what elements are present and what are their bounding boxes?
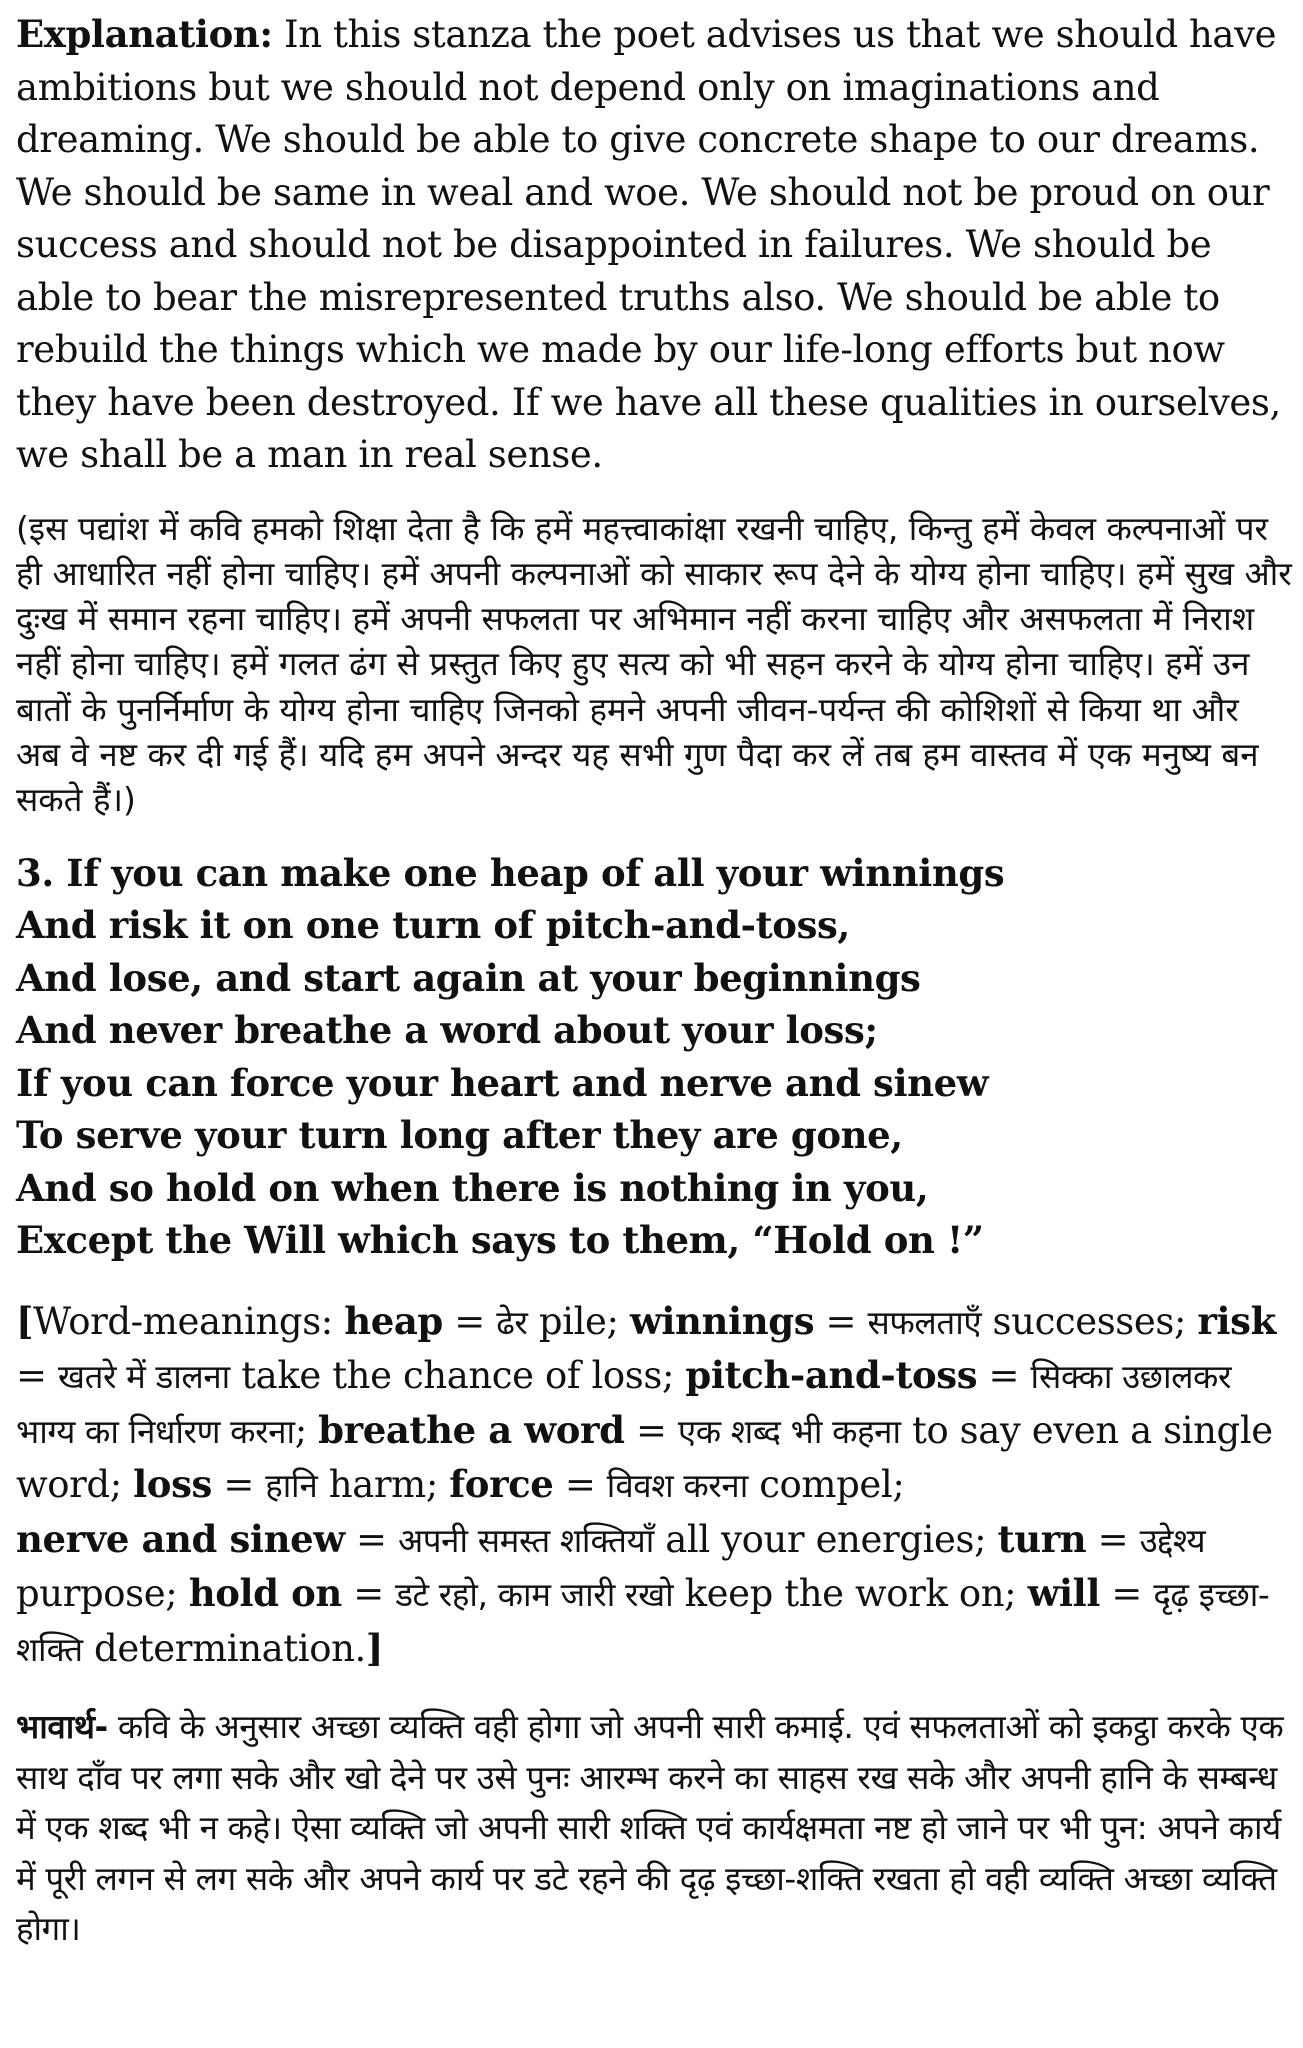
word-meaning-hindi: खतरे में डालना [57,1357,230,1397]
bhavarth-paragraph [16,1702,1292,1955]
explanation-label: Explanation: [16,12,273,56]
word-meaning-english: to say even a single word; [16,1408,1273,1507]
explanation-text: In this stanza the poet advises us that we should have ambitions but we should not depend only on imaginations and dreaming. We should be able to give concrete shape to our dreams. We should be same in weal and woe. We should not be proud on our success and should not be disappointed in failures. We should be able to bear the misrepresented truths also. We should be able to rebuild the things which we made by our life-long efforts but now they have been destroyed. If we have all these qualities in ourselves, we shall be a man in real sense. [16,13,1281,476]
word-meaning-hindi: अपनी समस्त शक्तियाँ [398,1520,654,1560]
word-meaning-hindi: एक शब्द भी कहना [677,1411,901,1451]
word-meaning-entry [449,1463,904,1506]
explanation-paragraph [16,8,1292,482]
stanza-line: And so hold on when there is nothing in you, [16,1165,929,1210]
word-meaning-term: breathe a word [318,1407,625,1452]
word-meaning-equals: = [442,1299,497,1343]
stanza-line: Except the Will which says to them, “Hold on !” [16,1218,984,1263]
bhavarth-text: कवि के अनुसार अच्छा व्यक्ति वही होगा जो अपनी सारी कमाई. एवं सफलताओं को इकट्ठा करके एक साथ दाँव पर लगा सके और खो देने पर उसे पुनः आरम्भ करने का साहस रख सके और अपनी हानि के सम्बन्ध में एक शब्द भी न कहे। ऐसा व्यक्ति जो अपनी सारी शक्ति एवं कार्यक्षमता नष्ट हो जाने पर भी पुन: अपने कार्य में पूरी लगन से लग सके और अपने कार्य पर डटे रहने की दृढ़ इच्छा-शक्ति रखता हो वही व्यक्ति अच्छा व्यक्ति होगा। [16,1707,1284,1949]
word-meaning-equals: = [814,1299,868,1343]
word-meaning-english: all your energies; [653,1517,998,1561]
stanza-line: And never breathe a word about your loss; [16,1008,878,1053]
word-meaning-equals: = [624,1408,678,1452]
word-meaning-equals: = [341,1572,396,1616]
word-meaning-entry [133,1463,449,1506]
word-meaning-english: pile; [527,1299,630,1343]
word-meaning-entry [344,1300,630,1343]
word-meaning-equals: = [977,1354,1031,1398]
word-meaning-english: harm; [317,1463,450,1507]
word-meaning-term: heap [344,1298,443,1343]
word-meaning-hindi: सिक्का उछालकर भाग्य का निर्धारण करना [16,1357,1232,1451]
word-meaning-hindi: दृढ़ इच्छा-शक्ति [16,1575,1270,1669]
word-meaning-term: winnings [629,1298,815,1343]
word-meaning-english: ; [294,1408,319,1452]
stanza-line: To serve your turn long after they are gone, [16,1113,903,1158]
stanza-line: And risk it on one turn of pitch-and-toss, [16,903,850,948]
word-meaning-hindi: डटे रहो, काम जारी रखो [395,1575,674,1615]
word-meaning-term: pitch-and-toss [685,1353,978,1398]
word-meaning-english: keep the work on; [673,1572,1028,1616]
poem-stanza [16,847,1292,1267]
word-meaning-term: turn [997,1516,1087,1561]
word-meanings-open-bracket: [ [16,1298,34,1343]
word-meaning-english: successes; [981,1299,1198,1343]
word-meaning-english: take the chance of loss; [229,1354,686,1398]
word-meaning-hindi: उद्देश्य [1139,1520,1206,1560]
word-meaning-entry [16,1518,998,1561]
word-meanings-paragraph [16,1295,1292,1677]
stanza-line: 3. If you can make one heap of all your winnings [16,850,1005,895]
word-meaning-hindi: विवश करना [606,1466,748,1506]
bhavarth-label: भावार्थ- [16,1707,108,1747]
word-meaning-english: determination. [82,1626,366,1670]
word-meaning-english: compel; [747,1463,905,1507]
word-meaning-entry [630,1300,1197,1343]
word-meanings-close-bracket: ] [365,1625,383,1670]
word-meaning-equals: = [16,1354,58,1398]
hindi-translation-paragraph: (इस पद्यांश में कवि हमको शिक्षा देता है कि हमें महत्त्वाकांक्षा रखनी चाहिए, किन्तु हमें केवल कल्पनाओं पर ही आधारित नहीं होना चाहिए। हमें अपनी कल्पनाओं को साकार रूप देने के योग्य होना चाहिए। हमें सुख और दुःख में समान रहना चाहिए। हमें अपनी सफलता पर अभिमान नहीं करना चाहिए और असफलता में निराश नहीं होना चाहिए। हमें गलत ढंग से प्रस्तुत किए हुए सत्य को भी सहन करने के योग्य होना चाहिए। हमें उन बातों के पुनर्निर्माण के योग्य होना चाहिए जिनको हमने अपनी जीवन-पर्यन्त की कोशिशों से किया था और अब वे नष्ट कर दी गई हैं। यदि हम अपने अन्दर यह सभी गुण पैदा कर लें तब हम वास्तव में एक मनुष्य बन सकते हैं।) [16,508,1292,820]
word-meaning-hindi: ढेर [496,1302,528,1342]
word-meaning-term: nerve and sinew [16,1516,345,1561]
word-meaning-term: force [449,1462,554,1507]
word-meaning-term: hold on [188,1571,342,1616]
document-page [16,8,1292,1955]
word-meaning-equals: = [211,1463,266,1507]
word-meaning-equals: = [1099,1572,1154,1616]
word-meaning-hindi: सफलताएँ [867,1302,982,1342]
word-meaning-equals: = [344,1517,398,1561]
stanza-line: And lose, and start again at your beginnings [16,955,921,1000]
word-meaning-term: will [1027,1571,1100,1616]
word-meaning-english: purpose; [16,1572,189,1616]
word-meaning-entry [189,1572,1028,1615]
stanza-line: If you can force your heart and nerve and sinew [16,1060,989,1105]
word-meaning-term: risk [1197,1298,1276,1343]
word-meaning-hindi: हानि [265,1466,318,1506]
word-meaning-term: loss [133,1462,212,1507]
word-meaning-equals: = [1086,1517,1140,1561]
word-meanings-intro: Word-meanings: [33,1299,345,1343]
word-meaning-equals: = [553,1463,607,1507]
